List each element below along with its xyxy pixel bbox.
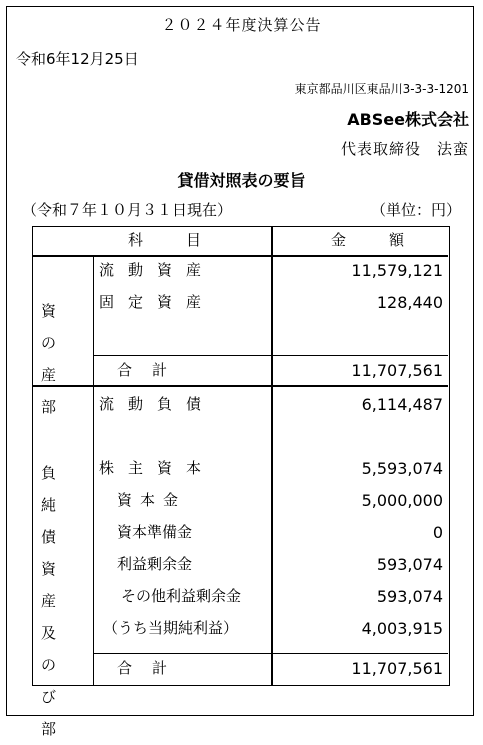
representative: 代表取締役 法蛮 bbox=[340, 140, 469, 158]
section-divider bbox=[93, 255, 94, 685]
assets-total-value: 11,707,561 bbox=[351, 361, 443, 380]
liab-row-label: その他利益剰余金 bbox=[121, 587, 242, 605]
amount-divider bbox=[271, 227, 273, 685]
unit: （単位：円） bbox=[370, 201, 461, 219]
liab-total-label: 合計 bbox=[117, 659, 188, 677]
balance-sheet-table bbox=[32, 226, 450, 738]
company-address: 東京都品川区東品川3-3-3-1201 bbox=[294, 82, 469, 96]
header-amount: 金 額 bbox=[331, 231, 419, 249]
company-name: ABSee株式会社 bbox=[347, 110, 469, 129]
asset-row-label: 固定資産 bbox=[99, 293, 216, 311]
liab-row-value: 593,074 bbox=[376, 587, 443, 606]
liab-row-label: 資本金 bbox=[117, 491, 187, 509]
liab-row-label: 流動負債 bbox=[99, 395, 216, 413]
liab-total-value: 11,707,561 bbox=[351, 659, 443, 678]
liab-row-label: （うち当期純利益） bbox=[103, 619, 239, 637]
asset-row-label: 流動資産 bbox=[99, 261, 216, 279]
notice-date: 令和6年12月25日 bbox=[16, 50, 139, 68]
liab-row-label: 株主資本 bbox=[99, 459, 216, 477]
liab-row-value: 4,003,915 bbox=[361, 619, 443, 638]
assets-bottom-rule bbox=[33, 385, 448, 387]
asset-row-value: 11,579,121 bbox=[351, 261, 443, 280]
notice-title: ２０２４年度決算公告 bbox=[161, 16, 322, 34]
liab-row-label: 利益剰余金 bbox=[117, 555, 193, 573]
liab-section-label: 負純債資産及のび部 bbox=[41, 464, 67, 738]
asset-row-value: 128,440 bbox=[376, 293, 443, 312]
liab-row-value: 5,593,074 bbox=[361, 459, 443, 478]
liab-row-value: 0 bbox=[432, 523, 443, 542]
header-rule bbox=[33, 255, 448, 257]
period: （令和７年１０月３１日現在） bbox=[22, 201, 233, 219]
assets-total-label: 合計 bbox=[117, 361, 188, 379]
liab-row-value: 5,000,000 bbox=[361, 491, 443, 510]
liab-row-label: 資本準備金 bbox=[117, 523, 193, 541]
header-item: 科 目 bbox=[128, 231, 216, 249]
liab-row-value: 593,074 bbox=[376, 555, 443, 574]
liab-row-value: 6,114,487 bbox=[361, 395, 443, 414]
assets-section-label: 資の産部 bbox=[41, 302, 67, 416]
balance-sheet-heading: 貸借対照表の要旨 bbox=[177, 171, 306, 190]
